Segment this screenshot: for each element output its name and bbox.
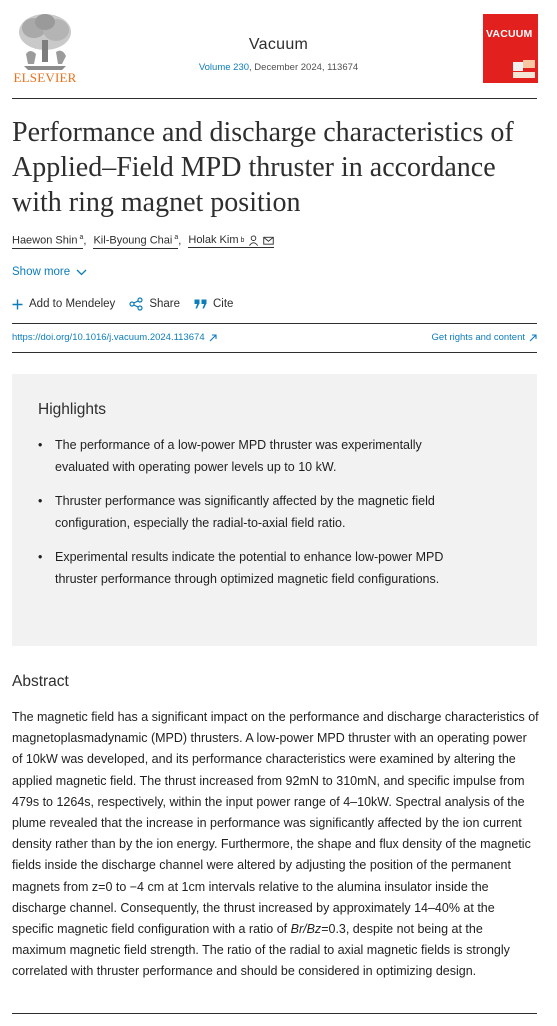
doi-divider <box>12 352 537 353</box>
journal-title[interactable]: Vacuum <box>248 36 309 53</box>
abstract-text: The magnetic field has a significant impact on the performance and discharge characteristics of magnetoplasmadynamic (MPD) thrusters. A low-power MPD thruster with an operating power of 10kW was developed, and its performance characteristics were examined by altering the applied magnetic field. The thrust increased from 92mN to 310mN, and specific impulse from 479s to 1264s, respectively, within the input power range of 4–10kW. Spectral analysis of the plume revealed that the increase in performance was significantly affected by the ion current density rather than by the ion energy. Furthermore, the shape and flux density of the magnetic fields inside the discharge channel were altered by adjusting the position of the permanent magnets from z=0 to −4 cm at 1cm intervals relative to the alumina insulator inside the discharge channel. Consequently, the thrust increased by approximately 14–40% at the specific magnetic field configuration with a ratio of Br/Bz=0.3, despite not being at the maximum magnetic field strength. The ratio of the radial to axial magnetic fields is strongly correlated with thruster performance and should be considered in optimizing design. <box>12 710 539 979</box>
field-ratio-symbol: Br/Bz <box>290 922 322 937</box>
affiliation-marker: a <box>79 234 84 241</box>
share-button[interactable] <box>129 297 180 311</box>
highlights-box <box>12 374 537 646</box>
article-title: Performance and discharge characteristics of Applied–Field MPD thruster in accordance with ring magnet position <box>12 117 514 218</box>
show-more-label: Show more <box>12 266 71 278</box>
bullet: • <box>38 494 43 508</box>
journal-header <box>0 0 557 98</box>
bullet: • <box>38 438 43 452</box>
article-actions <box>12 297 247 311</box>
journal-reference <box>0 62 557 73</box>
cover-graphic <box>523 60 535 68</box>
highlight-item: • Experimental results indicate the potential to enhance low-power MPD thruster performance through optimized magnetic field configurations. <box>38 547 478 590</box>
show-more-button[interactable] <box>12 266 87 278</box>
chevron-down-icon <box>76 269 87 276</box>
highlight-item: • Thruster performance was significantly affected by the magnetic field configuration, especially the radial-to-axial field ratio. <box>38 491 478 534</box>
author-list: Haewon Shin $^a$ , Kil-Byoung Chai $^a$ , Holak Kim b <box>12 234 274 249</box>
author-link[interactable]: Haewon Shin $^a$ <box>12 234 84 247</box>
highlights-list <box>38 435 478 603</box>
bottom-divider <box>12 1013 537 1014</box>
highlight-item: • The performance of a low-power MPD thruster was experimentally evaluated with operating power levels up to 10 kW. <box>38 435 478 478</box>
actions-divider <box>12 323 537 324</box>
cite-button[interactable] <box>194 298 233 310</box>
doi-link[interactable] <box>12 332 217 343</box>
cover-graphic <box>513 62 523 71</box>
author-link[interactable]: Kil-Byoung Chai $^a$ <box>93 234 179 247</box>
journal-cover-image[interactable] <box>483 14 538 83</box>
mail-icon <box>263 235 274 246</box>
external-link-icon <box>529 334 537 342</box>
cover-graphic <box>513 72 535 78</box>
add-to-mendeley-button[interactable] <box>12 298 115 310</box>
cite-label: Cite <box>213 298 234 310</box>
header-divider <box>12 98 537 99</box>
doi-text: https://doi.org/10.1016/j.vacuum.2024.113674 <box>12 332 205 343</box>
highlights-heading: Highlights <box>38 401 107 418</box>
cover-title: VACUUM <box>486 28 533 40</box>
quote-icon <box>194 299 207 309</box>
share-icon <box>129 297 143 311</box>
affiliation-marker: b <box>240 236 245 244</box>
share-label: Share <box>149 298 180 310</box>
affiliation-marker: a <box>174 234 179 241</box>
bullet: • <box>38 550 43 564</box>
person-icon <box>248 235 259 246</box>
mendeley-label: Add to Mendeley <box>29 298 116 310</box>
author-link[interactable]: Holak Kim b <box>188 234 274 248</box>
rights-link[interactable] <box>432 332 537 343</box>
external-link-icon <box>209 334 217 342</box>
abstract-heading: Abstract <box>12 673 69 690</box>
publisher-name: ELSEVIER <box>13 70 77 85</box>
volume-link[interactable]: Volume 230 <box>198 62 250 73</box>
plus-icon <box>12 299 23 310</box>
rights-text: Get rights and content <box>431 332 525 343</box>
issue-info: , December 2024, 113674 <box>249 62 359 73</box>
